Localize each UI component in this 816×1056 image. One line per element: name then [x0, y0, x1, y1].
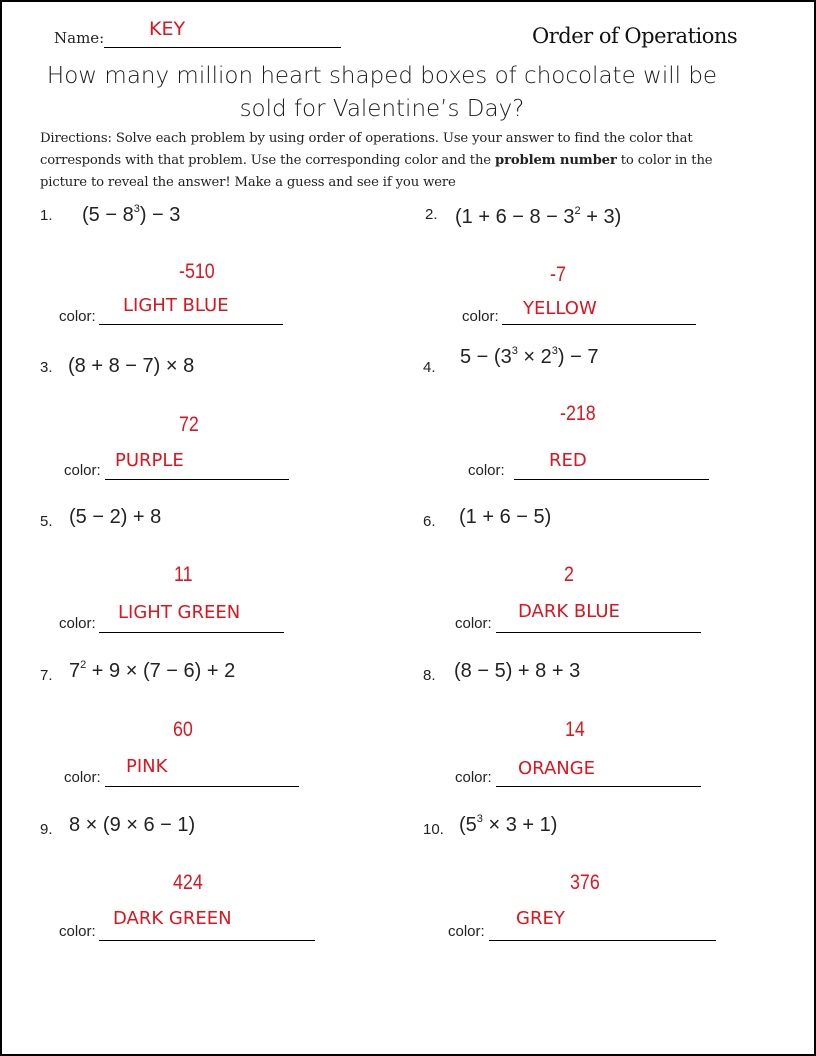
directions-text-1: Directions: Solve each problem by using order of operations. Use your answer to find the color that corresponds with that problem. Use the corresponding color and the	[40, 131, 693, 168]
color-line	[99, 632, 284, 633]
answer-value: -510	[179, 260, 215, 283]
color-label: color:	[59, 615, 96, 632]
color-line	[99, 324, 283, 325]
problem-expression: (8 − 5) + 8 + 3	[454, 660, 581, 682]
color-line	[496, 632, 701, 633]
color-answer: YELLOW	[523, 298, 597, 319]
color-label: color:	[468, 462, 505, 479]
answer-value: 72	[179, 413, 199, 436]
color-line	[496, 786, 701, 787]
problem-expression: $7^2 + 9 \times (7 - 6) + 2$	[69, 659, 236, 682]
color-label: color:	[462, 308, 499, 325]
problem-number: 3.	[40, 359, 53, 376]
color-line	[105, 479, 289, 480]
problem-number: 9.	[40, 821, 53, 838]
name-value: KEY	[149, 18, 186, 40]
color-answer: DARK GREEN	[113, 908, 232, 929]
answer-value: -7	[550, 263, 566, 286]
color-label: color:	[64, 769, 101, 786]
color-label: color:	[59, 923, 96, 940]
directions-bold: problem number	[495, 153, 617, 168]
color-answer: DARK BLUE	[518, 601, 620, 622]
problem-number: 10.	[423, 821, 444, 838]
problem-expression: (5 − 2) + 8	[69, 506, 162, 528]
problem-number: 6.	[423, 513, 436, 530]
main-question: How many million heart shaped boxes of chocolate will be sold for Valentine’s Day?	[46, 63, 718, 122]
problem-expression: (1 + 6 − 5)	[459, 506, 552, 528]
color-line	[502, 324, 696, 325]
problem-expression: $(5 - 8^3) - 3$	[82, 203, 181, 226]
answer-value: 2	[564, 563, 574, 586]
problem-expression: (8 + 8 − 7) × 8	[68, 355, 195, 377]
color-answer: RED	[549, 450, 587, 471]
problem-expression: 8 × (9 × 6 − 1)	[69, 814, 196, 836]
problem-expression: $(5^3 \times 3 + 1)$	[459, 813, 558, 836]
color-line	[105, 786, 299, 787]
answer-value: 14	[565, 718, 585, 741]
problem-number: 8.	[423, 667, 436, 684]
color-label: color:	[448, 923, 485, 940]
color-answer: LIGHT BLUE	[123, 295, 229, 316]
problem-expression: $(1 + 6 - 8 - 3^2 + 3)$	[455, 205, 622, 228]
answer-value: 424	[173, 871, 203, 894]
color-answer: PURPLE	[115, 450, 184, 471]
color-label: color:	[59, 308, 96, 325]
directions	[40, 128, 750, 194]
problem-number: 1.	[40, 207, 53, 224]
problem-number: 5.	[40, 513, 53, 530]
color-label: color:	[64, 462, 101, 479]
worksheet-title: Order of Operations	[532, 24, 738, 48]
answer-value: 11	[174, 563, 193, 586]
color-label: color:	[455, 769, 492, 786]
color-answer: GREY	[516, 908, 565, 929]
color-answer: PINK	[126, 756, 168, 777]
color-label: color:	[455, 615, 492, 632]
problem-number: 7.	[40, 667, 53, 684]
answer-value: 60	[173, 718, 193, 741]
directions-text-2: to color in the picture to reveal the answer! Make a guess and see if you were	[40, 153, 713, 190]
color-line	[489, 940, 716, 941]
name-label: Name:	[54, 29, 105, 47]
color-line	[99, 940, 315, 941]
color-answer: ORANGE	[518, 758, 596, 779]
color-answer: LIGHT GREEN	[118, 602, 241, 623]
problem-expression: $5 - (3^3 \times 2^3) - 7$	[460, 345, 599, 368]
answer-value: 376	[570, 871, 600, 894]
problem-number: 2.	[425, 206, 438, 223]
answer-value: -218	[560, 402, 596, 425]
color-line	[514, 479, 709, 480]
problem-number: 4.	[423, 359, 436, 376]
name-line	[104, 47, 341, 48]
